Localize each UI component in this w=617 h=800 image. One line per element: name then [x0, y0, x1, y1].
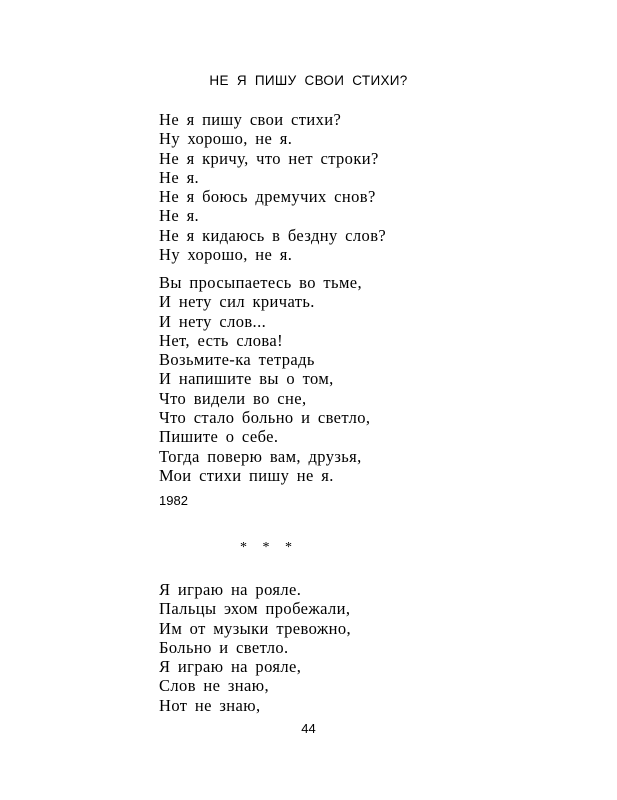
- poem-line: Им от музыки тревожно,: [159, 618, 352, 638]
- poem-line: Ну хорошо, не я.: [159, 129, 293, 149]
- poem-line: Пишите о себе.: [159, 427, 279, 447]
- poem-line: И нету сил кричать.: [159, 292, 315, 312]
- poem-line: Я играю на рояле.: [159, 580, 302, 599]
- poem-line: Не я пишу свои стихи?: [159, 110, 342, 129]
- poem-stanza-2: [159, 273, 370, 485]
- poem-line: Больно и светло.: [159, 637, 289, 657]
- poem-date: 1982: [159, 493, 188, 508]
- poem-line: Пальцы эхом пробежали,: [159, 599, 351, 619]
- poem-line: Вы просыпаетесь во тьме,: [159, 273, 363, 292]
- poem-line: Возьмите-ка тетрадь: [159, 350, 315, 370]
- poem-line: Не я кидаюсь в бездну слов?: [159, 225, 387, 245]
- poem-title: НЕ Я ПИШУ СВОИ СТИХИ?: [209, 73, 408, 88]
- poem-line: И нету слов...: [159, 311, 267, 331]
- poem-line: Что видели во сне,: [159, 388, 307, 408]
- poem-line: Нот не знаю,: [159, 695, 261, 715]
- poem-line: Мои стихи пишу не я.: [159, 465, 334, 485]
- poem-line: Не я боюсь дремучих снов?: [159, 187, 376, 207]
- poem-line: Не я.: [159, 206, 200, 226]
- poem-line: Не я.: [159, 167, 200, 187]
- poem-line: Нет, есть слова!: [159, 330, 283, 350]
- poem-line: Слов не знаю,: [159, 676, 270, 696]
- poem-line: Я играю на рояле,: [159, 657, 302, 677]
- poem-stanza-1: [159, 110, 386, 264]
- page-number: 44: [301, 721, 316, 736]
- poem-line: Что стало больно и светло,: [159, 408, 371, 428]
- poem-line: Не я кричу, что нет строки?: [159, 148, 379, 168]
- poem-line: Ну хорошо, не я.: [159, 245, 293, 265]
- poem-line: Тогда поверю вам, друзья,: [159, 446, 362, 466]
- next-poem-stanza-1: [159, 580, 351, 715]
- section-divider: * * *: [240, 540, 298, 555]
- poem-line: И напишите вы о том,: [159, 369, 334, 389]
